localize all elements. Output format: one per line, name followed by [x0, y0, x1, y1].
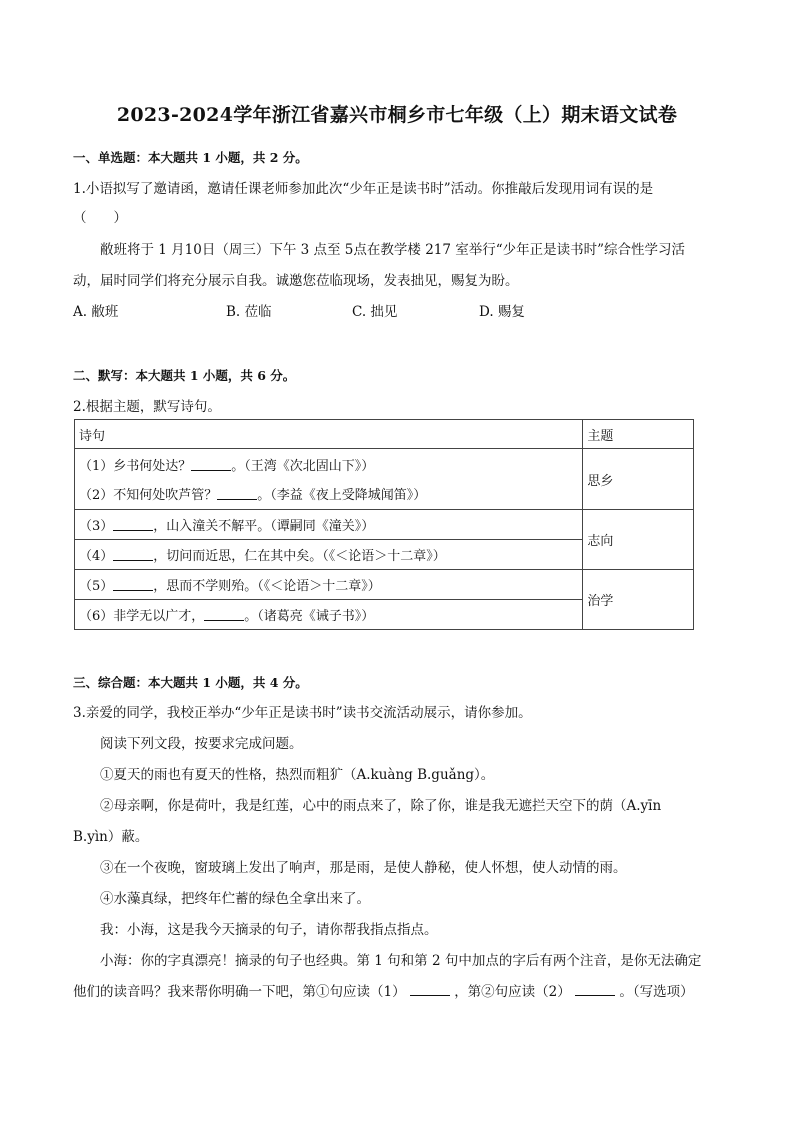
question1-text: 1.小语拟写了邀请函，邀请任课老师参加此次“少年正是读书时”活动。你推敲后发现用词有误的是: [73, 181, 654, 197]
column-header-theme: 主题: [583, 420, 694, 449]
poem-line: （5） ，思而不学则殆。（《＜论语＞十二章》）: [79, 579, 381, 594]
answer-blank[interactable]: [113, 548, 153, 561]
answer-blank[interactable]: [204, 608, 244, 621]
poem-line: （4） ，切问而近思，仁在其中矣。（《＜论语＞十二章》）: [75, 539, 582, 569]
poem-line: （2）不知何处吹芦管？ 。（李益《夜上受降城闻笛》）: [79, 488, 427, 503]
dialogue-xiaohai-line-1: 小海：你的字真漂亮！摘录的句子也经典。第 1 句和第 2 句中加点的字后有两个注音，是你无法确定: [100, 953, 702, 969]
section1-heading: 一、单选题：本大题共 1 小题，共 2 分。: [73, 150, 308, 165]
theme-cell: 思乡: [583, 449, 694, 510]
passage-line-2: 动，届时同学们将充分展示自我。诚邀您莅临现场，发表拙见，赐复为盼。: [73, 273, 519, 289]
table-row: [75, 449, 694, 510]
sentence-2-line-1: ②母亲啊，你是荷叶，我是红莲，心中的雨点来了，除了你，谁是我无遮拦天空下的荫（A.yīn: [100, 798, 662, 814]
option-b: B. 莅临: [226, 304, 272, 320]
answer-blank[interactable]: [575, 983, 615, 996]
table-row: [75, 510, 694, 570]
answer-blank[interactable]: [113, 578, 153, 591]
column-header-poem: 诗句: [75, 420, 583, 449]
question1-bracket: （ ）: [73, 210, 127, 226]
question2-text: 2.根据主题，默写诗句。: [73, 399, 221, 415]
table-header-row: [75, 420, 694, 449]
sentence-4: ④水藻真绿，把终年伫蓄的绿色全拿出来了。: [100, 891, 370, 907]
theme-cell: 治学: [583, 570, 694, 630]
section2-heading: 二、默写：本大题共 1 小题，共 6 分。: [73, 368, 296, 383]
answer-blank[interactable]: [217, 487, 257, 500]
instruction-text: 阅读下列文段，按要求完成问题。: [100, 736, 303, 752]
dialogue-me: 我：小海，这是我今天摘录的句子，请你帮我指点指点。: [100, 922, 438, 938]
answer-blank[interactable]: [113, 518, 153, 531]
poem-line: （6）非学无以广才， 。（诸葛亮《诫子书》）: [75, 599, 582, 629]
answer-blank[interactable]: [191, 458, 231, 471]
page-title: 2023-2024学年浙江省嘉兴市桐乡市七年级（上）期末语文试卷: [116, 104, 678, 126]
sentence-3: ③在一个夜晚，窗玻璃上发出了响声，那是雨，是使人静秘，使人怀想，使人动情的雨。: [100, 860, 627, 876]
answer-blank[interactable]: [410, 983, 450, 996]
theme-cell: 志向: [583, 510, 694, 570]
sentence-2-line-2: B.yìn）蔽。: [73, 829, 149, 845]
option-d: D. 赐复: [479, 304, 525, 320]
passage-line-1: 敝班将于 1 月10日（周三）下午 3 点至 5点在教学楼 217 室举行“少年正是读书时”综合性学习活: [100, 242, 686, 258]
poem-table: [74, 419, 694, 630]
poem-line: （1）乡书何处达？ 。（王湾《次北固山下》）: [79, 459, 375, 474]
question3-text: 3.亲爱的同学，我校正举办“少年正是读书时”读书交流活动展示，请你参加。: [73, 705, 532, 721]
option-a: A. 敝班: [73, 304, 119, 320]
dialogue-xiaohai-line-2: 他们的读音吗？我来帮你明确一下吧，第①句应读（1） ，第②句应读（2） 。（写选项）: [73, 984, 694, 1000]
sentence-1: ①夏天的雨也有夏天的性格，热烈而粗犷（A.kuàng B.guǎng）。: [100, 767, 495, 783]
table-row: [75, 570, 694, 630]
poem-line: （3） ，山入潼关不解平。（谭嗣同《潼关》）: [79, 519, 375, 534]
option-c: C. 拙见: [352, 304, 398, 320]
section3-heading: 三、综合题：本大题共 1 小题，共 4 分。: [73, 675, 308, 690]
